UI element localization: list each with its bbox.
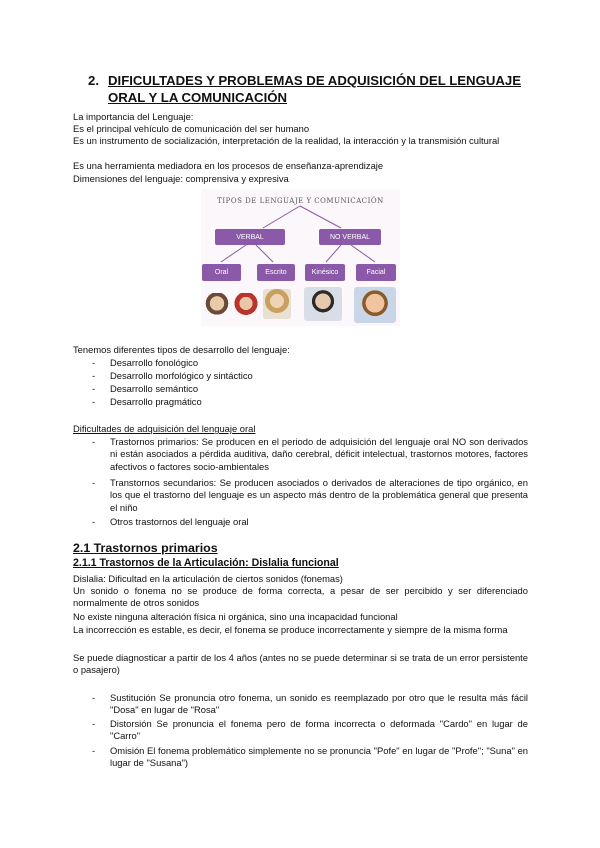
difficulty-item: Trastornos primarios: Se producen en el periodo de adquisición del lenguaje oral NO son derivados ni están asociados a pérdida auditiva, daño cerebral, déficit intelectual, trastornos motores, factores afectivos o factores socio-ambientales: [110, 436, 528, 472]
bullet-dash: -: [92, 383, 96, 394]
language-types-figure: [201, 189, 400, 326]
development-item: Desarrollo morfológico y sintáctico: [110, 370, 253, 381]
development-intro: Tenemos diferentes tipos de desarrollo del lenguaje:: [73, 344, 290, 355]
verbal-box: VERBAL: [215, 229, 285, 245]
bullet-dash: -: [92, 745, 96, 756]
heading-number: 2.: [88, 73, 99, 88]
dislalia-type: Distorsión Se pronuncia el fonema pero de forma incorrecta o deformada "Cardo" en lugar de "Carro": [110, 718, 528, 742]
bullet-dash: -: [92, 396, 96, 407]
intro-line: Es una herramienta mediadora en los procesos de enseñanza-aprendizaje: [73, 160, 384, 171]
section-2-1-title: 2.1 Trastornos primarios: [73, 541, 218, 555]
facial-box: Facial: [356, 264, 396, 281]
section-heading: [88, 72, 538, 106]
bullet-dash: -: [92, 357, 96, 368]
dislalia-line: No existe ninguna alteración física ni orgánica, sino una incapacidad funcional: [73, 611, 398, 622]
difficulty-item: Otros trastornos del lenguaje oral: [110, 516, 249, 527]
heading-title: DIFICULTADES Y PROBLEMAS DE ADQUISICIÓN DEL LENGUAJE ORAL Y LA COMUNICACIÓN: [108, 73, 522, 105]
section-2-1-1-title: 2.1.1 Trastornos de la Articulación: Dislalia funcional: [73, 557, 339, 569]
dislalia-paragraph: Un sonido o fonema no se produce de forma correcta, a pesar de ser percibido y ser diferenciado normalmente de otros sonidos: [73, 585, 528, 609]
intro-paragraph: Es un instrumento de socialización, interpretación de la realidad, la interacción y la transmisión cultural: [73, 135, 500, 146]
child-photo-oral: [204, 293, 230, 319]
non-verbal-box: NO VERBAL: [319, 229, 381, 245]
dislalia-paragraph: Se puede diagnosticar a partir de los 4 años (antes no se puede determinar si se trata de un error persistente o pasajero): [73, 652, 528, 676]
difficulties-title: Dificultades de adquisición del lenguaje oral: [73, 423, 256, 434]
intro-line: Dimensiones del lenguaje: comprensiva y expresiva: [73, 173, 289, 184]
dislalia-line: Dislalia: Dificultad en la articulación de ciertos sonidos (fonemas): [73, 573, 343, 584]
kinesico-box: Kinésico: [305, 264, 345, 281]
bullet-dash: -: [92, 370, 96, 381]
development-item: Desarrollo fonológico: [110, 357, 199, 368]
bullet-dash: -: [92, 436, 96, 447]
difficulty-item: Transtornos secundarios: Se producen asociados o derivados de alteraciones de tipo orgánico, en los que el trastorno del lenguaje es un aspecto más dentro de la problemática general que presenta el niño: [110, 477, 528, 513]
development-item: Desarrollo semántico: [110, 383, 199, 394]
oral-box: Oral: [202, 264, 241, 281]
dislalia-type: Sustitución Se pronuncia otro fonema, un sonido es reemplazado por otro que le resulta más fácil "Dosa" en lugar de "Rosa": [110, 692, 528, 716]
intro-line: Es el principal vehículo de comunicación del ser humano: [73, 123, 310, 134]
child-photo-kinesic: [304, 287, 342, 321]
development-item: Desarrollo pragmático: [110, 396, 202, 407]
intro-line: La importancia del Lenguaje:: [73, 111, 194, 122]
child-photo-oral-2: [234, 293, 258, 319]
dislalia-paragraph: La incorrección es estable, es decir, el fonema se produce incorrectamente y siempre de la misma forma: [73, 624, 508, 635]
child-photo-facial: [354, 287, 396, 323]
figure-title: TIPOS DE LENGUAJE Y COMUNICACIÓN: [217, 197, 384, 205]
bullet-dash: -: [92, 718, 96, 729]
dislalia-type: Omisión El fonema problemático simplemente no se pronuncia "Pofe" en lugar de "Profe"; "Suna" en lugar de "Susana"): [110, 745, 528, 769]
bullet-dash: -: [92, 516, 96, 527]
bullet-dash: -: [92, 477, 96, 488]
child-photo-writing: [263, 289, 291, 319]
escrito-box: Escrito: [257, 264, 295, 281]
bullet-dash: -: [92, 692, 96, 703]
